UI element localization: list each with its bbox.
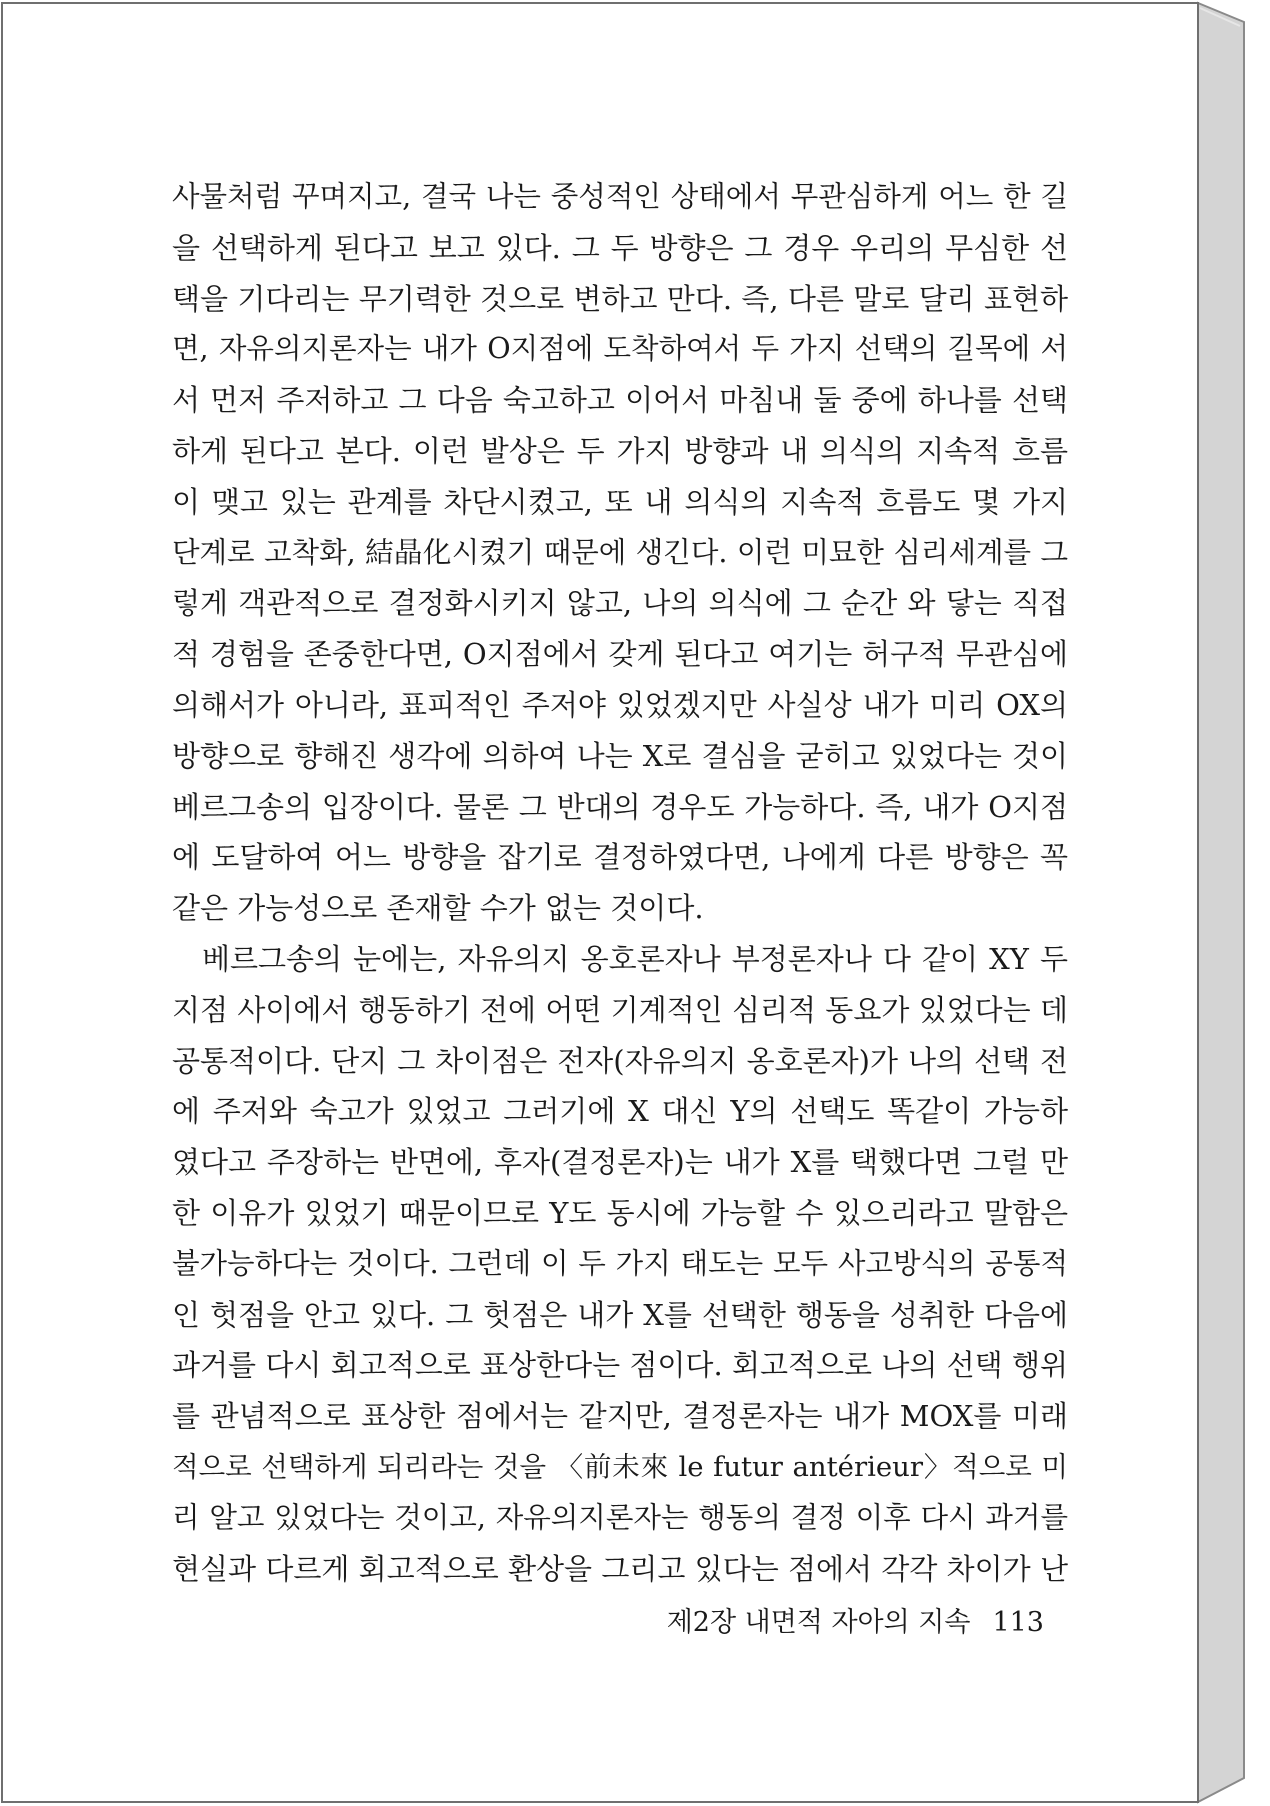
text-line: 을 선택하게 된다고 보고 있다. 그 두 방향은 그 경우 우리의 무심한 선 xyxy=(172,230,1068,265)
page-edge-side xyxy=(1198,3,1244,1802)
text-line: 적으로 선택하게 되리라는 것을 〈前未來 le futur antérieur〉적으로 미 xyxy=(172,1450,1068,1483)
text-line: 불가능하다는 것이다. 그런데 이 두 가지 태도는 모두 사고방식의 공통적 xyxy=(172,1246,1068,1280)
text-line: 택을 기다리는 무기력한 것으로 변하고 만다. 즉, 다른 말로 달리 표현하 xyxy=(172,281,1068,316)
text-line: 적 경험을 존중한다면, O지점에서 갖게 된다고 여기는 허구적 무관심에 xyxy=(172,637,1068,672)
text-line: 베르그송의 입장이다. 물론 그 반대의 경우도 가능하다. 즉, 내가 O지점 xyxy=(172,789,1068,824)
text-line: 를 관념적으로 표상한 점에서는 같지만, 결정론자는 내가 MOX를 미래 xyxy=(172,1399,1068,1434)
text-line: 방향으로 향해진 생각에 의하여 나는 X로 결심을 굳히고 있었다는 것이 xyxy=(172,738,1068,773)
text-line: 사물처럼 꾸며지고, 결국 나는 중성적인 상태에서 무관심하게 어느 한 길 xyxy=(172,180,1068,213)
text-line: 에 도달하여 어느 방향을 잡기로 결정하였다면, 나에게 다른 방향은 꼭 xyxy=(172,840,1068,875)
text-line: 공통적이다. 단지 그 차이점은 전자(자유의지 옹호론자)가 나의 선택 전 xyxy=(172,1043,1068,1078)
text-line: 하게 된다고 본다. 이런 발상은 두 가지 방향과 내 의식의 지속적 흐름 xyxy=(172,433,1068,468)
text-line: 인 헛점을 안고 있다. 그 헛점은 내가 X를 선택한 행동을 성취한 다음에 xyxy=(172,1297,1068,1332)
text-line: 이 맺고 있는 관계를 차단시켰고, 또 내 의식의 지속적 흐름도 몇 가지 xyxy=(172,484,1068,519)
body-text xyxy=(172,172,1068,1594)
paragraph-end-line: 같은 가능성으로 존재할 수가 없는 것이다. xyxy=(172,891,704,926)
text-line: 의해서가 아니라, 표피적인 주저야 있었겠지만 사실상 내가 미리 OX의 xyxy=(172,687,1068,722)
running-footer-chapter: 제2장 내면적 자아의 지속 xyxy=(666,1607,971,1638)
text-line: 서 먼저 주저하고 그 다음 숙고하고 이어서 마침내 둘 중에 하나를 선택 xyxy=(172,383,1068,418)
text-line: 렇게 객관적으로 결정화시키지 않고, 나의 의식에 그 순간 와 닿는 직접 xyxy=(172,586,1068,621)
text-line: 리 알고 있었다는 것이고, 자유의지론자는 행동의 결정 이후 다시 과거를 xyxy=(172,1500,1068,1534)
text-line: 지점 사이에서 행동하기 전에 어떤 기계적인 심리적 동요가 있었다는 데 xyxy=(172,992,1068,1027)
paragraph-start-line: 베르그송의 눈에는, 자유의지 옹호론자나 부정론자나 다 같이 XY 두 xyxy=(202,941,1068,976)
text-line: 현실과 다르게 회고적으로 환상을 그리고 있다는 점에서 각각 차이가 난 xyxy=(172,1551,1068,1586)
text-line: 면, 자유의지론자는 내가 O지점에 도착하여서 두 가지 선택의 길목에 서 xyxy=(172,332,1068,366)
page-number: 113 xyxy=(992,1607,1044,1638)
text-line: 에 주저와 숙고가 있었고 그러기에 X 대신 Y의 선택도 똑같이 가능하 xyxy=(172,1094,1068,1129)
text-line: 였다고 주장하는 반면에, 후자(결정론자)는 내가 X를 택했다면 그럴 만 xyxy=(172,1145,1068,1180)
text-line: 한 이유가 있었기 때문이므로 Y도 동시에 가능할 수 있으리라고 말함은 xyxy=(172,1195,1068,1230)
text-line: 과거를 다시 회고적으로 표상한다는 점이다. 회고적으로 나의 선택 행위 xyxy=(172,1348,1068,1383)
page-footer xyxy=(640,1600,1044,1639)
text-line: 단계로 고착화, 結晶化시켰기 때문에 생긴다. 이런 미묘한 심리세계를 그 xyxy=(172,535,1068,569)
